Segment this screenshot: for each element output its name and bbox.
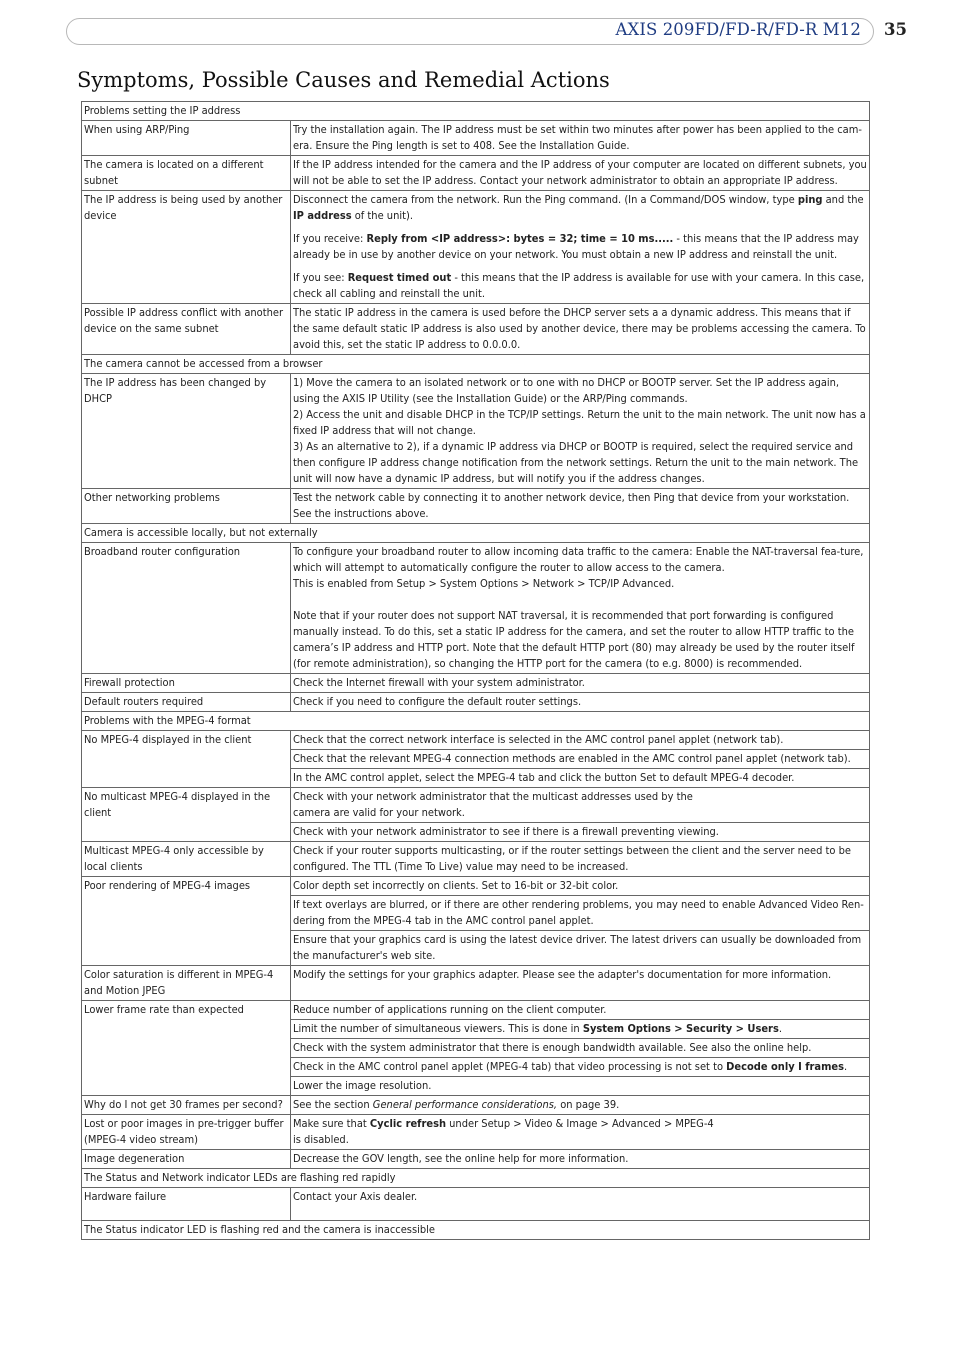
action-text bbox=[293, 932, 867, 964]
text-run: In the AMC control applet, select the MPEG-4 tab and click the button Set to default MPEG-4 decoder. bbox=[293, 771, 795, 784]
remedial-action bbox=[291, 1096, 870, 1115]
action-text bbox=[293, 231, 867, 263]
remedial-action bbox=[291, 489, 870, 524]
text-run: The static IP address in the camera is used before the DHCP server sets a a dynamic address. This means that if the same default static IP address is also used by another device, there may be problems accessing the camera. To avoid this, set the static IP address to 0.0.0.0. bbox=[293, 306, 866, 351]
action-text bbox=[293, 270, 867, 302]
remedial-action bbox=[291, 750, 870, 769]
bold-term: System Options > Security > Users bbox=[582, 1022, 779, 1035]
problem-cause: Multicast MPEG-4 only accessible by local clients bbox=[82, 842, 291, 877]
remedial-action bbox=[291, 693, 870, 712]
text-run: under Setup > Video & Image > Advanced > MPEG-4 is disabled. bbox=[293, 1117, 714, 1146]
remedial-action bbox=[291, 1150, 870, 1169]
remedial-action bbox=[291, 877, 870, 896]
table-row bbox=[82, 1150, 870, 1169]
remedial-action bbox=[291, 823, 870, 842]
action-text bbox=[293, 122, 867, 154]
table-row bbox=[82, 731, 870, 750]
table-row bbox=[82, 374, 870, 489]
text-run: If you receive: bbox=[293, 232, 367, 245]
text-run: Modify the settings for your graphics adapter. Please see the adapter's documentation for more information. bbox=[293, 968, 832, 981]
text-run: Try the installation again. The IP address must be set within two minutes after power has been applied to the cam-era. Ensure the Ping length is set to 408. See the Installation Guide. bbox=[293, 123, 862, 152]
action-text bbox=[293, 897, 867, 929]
remedial-action bbox=[291, 731, 870, 750]
text-run: Check with your network administrator to see if there is a firewall preventing viewing. bbox=[293, 825, 719, 838]
text-run: Contact your Axis dealer. bbox=[293, 1190, 418, 1203]
remedial-action bbox=[291, 1058, 870, 1077]
remedial-action bbox=[291, 931, 870, 966]
table-row bbox=[82, 1188, 870, 1221]
table-row bbox=[82, 121, 870, 156]
action-text bbox=[293, 305, 867, 353]
remedial-action bbox=[291, 1039, 870, 1058]
text-run: If you see: bbox=[293, 271, 348, 284]
section-heading: The Status and Network indicator LEDs are flashing red rapidly bbox=[82, 1169, 870, 1188]
text-run: Check that the correct network interface is selected in the AMC control panel applet (network tab). bbox=[293, 733, 784, 746]
remedial-action bbox=[291, 842, 870, 877]
action-text bbox=[293, 694, 867, 710]
text-run: Limit the number of simultaneous viewers. This is done in bbox=[293, 1022, 583, 1035]
table-row bbox=[82, 693, 870, 712]
remedial-action bbox=[291, 156, 870, 191]
page-number: 35 bbox=[884, 20, 907, 39]
problem-cause: Color saturation is different in MPEG-4 and Motion JPEG bbox=[82, 966, 291, 1001]
text-run: Test the network cable by connecting it to another network device, then Ping that device from your workstation. See the instructions above. bbox=[293, 491, 850, 520]
problem-cause: Poor rendering of MPEG-4 images bbox=[82, 877, 291, 966]
action-text bbox=[293, 878, 867, 894]
section-heading: The camera cannot be accessed from a browser bbox=[82, 355, 870, 374]
action-text bbox=[293, 157, 867, 189]
text-run: Check if you need to configure the default router settings. bbox=[293, 695, 582, 708]
table-row bbox=[82, 191, 870, 304]
table-row bbox=[82, 877, 870, 896]
action-text bbox=[293, 789, 867, 821]
section-heading: The Status indicator LED is flashing red and the camera is inaccessible bbox=[82, 1221, 870, 1240]
text-run: . bbox=[844, 1060, 848, 1073]
action-text bbox=[293, 967, 867, 983]
action-text bbox=[293, 751, 867, 767]
action-text bbox=[293, 1151, 867, 1167]
action-text bbox=[293, 1116, 867, 1148]
text-run: See the section bbox=[293, 1098, 373, 1111]
problem-cause: The IP address is being used by another device bbox=[82, 191, 291, 304]
table-row bbox=[82, 966, 870, 1001]
remedial-action bbox=[291, 896, 870, 931]
remedial-action bbox=[291, 543, 870, 674]
remedial-action bbox=[291, 1077, 870, 1096]
text-run: Check with the system administrator that there is enough bandwidth available. See also the online help. bbox=[293, 1041, 812, 1054]
problem-cause: Firewall protection bbox=[82, 674, 291, 693]
text-run: To configure your broadband router to allow incoming data traffic to the camera: Enable the NAT-traversal fea-ture, which will attempt to automatically configure the router to allow access to the camera. This is enabled from Setup > System Options > Network > TCP/IP Advanced. Note that if your router does not support NAT traversal, it is recommended that port forwarding is configured manually instead. To do this, set a static IP address for the camera, and set the router to allow HTTP traffic to the camera’s IP address and HTTP port. Note that the default HTTP port (80) may already be used by the router itself (for remote administration), so changing the HTTP port for the camera (to e.g. 8000) is recommended. bbox=[293, 545, 864, 670]
text-run: Lower the image resolution. bbox=[293, 1079, 432, 1092]
product-name: AXIS 209FD/FD-R/FD-R M12 bbox=[615, 20, 861, 39]
action-text bbox=[293, 375, 867, 487]
text-run: . bbox=[778, 1022, 782, 1035]
section-heading-row bbox=[82, 1169, 870, 1188]
section-heading-row bbox=[82, 524, 870, 543]
table-row bbox=[82, 1115, 870, 1150]
problem-cause: Hardware failure bbox=[82, 1188, 291, 1221]
problem-cause: Possible IP address conflict with another device on the same subnet bbox=[82, 304, 291, 355]
problem-cause: The IP address has been changed by DHCP bbox=[82, 374, 291, 489]
text-run: of the unit). bbox=[351, 209, 413, 222]
text-run: If the IP address intended for the camera and the IP address of your computer are located on different subnets, you will not be able to set the IP address. Contact your network administrator to obtain an appropriate IP address. bbox=[293, 158, 867, 187]
bold-term: Request timed out bbox=[347, 271, 452, 284]
action-text bbox=[293, 192, 867, 224]
problem-cause: Broadband router configuration bbox=[82, 543, 291, 674]
bold-term: Cyclic refresh bbox=[369, 1117, 447, 1130]
remedial-action bbox=[291, 1188, 870, 1221]
action-text bbox=[293, 544, 867, 672]
text-run: Ensure that your graphics card is using the latest device driver. The latest drivers can usually be downloaded from the manufacturer's web site. bbox=[293, 933, 862, 962]
text-run: Make sure that bbox=[293, 1117, 370, 1130]
remedial-action bbox=[291, 374, 870, 489]
text-run: Disconnect the camera from the network. Run the Ping command. (In a Command/DOS window, type bbox=[293, 193, 798, 206]
text-run: - this means that the IP address may already be in use by another device on your network. You must obtain a new IP address and reinstall the unit. bbox=[293, 232, 859, 261]
page-title: Symptoms, Possible Causes and Remedial Actions bbox=[77, 68, 610, 92]
problem-cause: Lost or poor images in pre-trigger buffer (MPEG-4 video stream) bbox=[82, 1115, 291, 1150]
remedial-action bbox=[291, 769, 870, 788]
section-heading-row bbox=[82, 102, 870, 121]
action-text bbox=[293, 1021, 867, 1037]
problem-cause: Other networking problems bbox=[82, 489, 291, 524]
remedial-action bbox=[291, 1001, 870, 1020]
table-row bbox=[82, 543, 870, 674]
troubleshooting-table bbox=[81, 101, 870, 1240]
text-run: Check the Internet firewall with your system administrator. bbox=[293, 676, 585, 689]
bold-term: ping bbox=[797, 193, 823, 206]
section-heading-row bbox=[82, 355, 870, 374]
problem-cause: Lower frame rate than expected bbox=[82, 1001, 291, 1096]
remedial-action bbox=[291, 304, 870, 355]
text-run: Check in the AMC control panel applet (MPEG-4 tab) that video processing is not set to bbox=[293, 1060, 727, 1073]
remedial-action bbox=[291, 674, 870, 693]
problem-cause: No MPEG-4 displayed in the client bbox=[82, 731, 291, 788]
bold-term: Decode only I frames bbox=[726, 1060, 845, 1073]
action-text bbox=[293, 1002, 867, 1018]
text-run: Check if your router supports multicasting, or if the router settings between the client and the server need to be configured. The TTL (Time To Live) value may need to be increased. bbox=[293, 844, 851, 873]
table-row bbox=[82, 788, 870, 823]
table-row bbox=[82, 489, 870, 524]
remedial-action bbox=[291, 121, 870, 156]
table-row bbox=[82, 1096, 870, 1115]
text-run: Check with your network administrator that the multicast addresses used by the camera are valid for your network. bbox=[293, 790, 693, 819]
action-text bbox=[293, 1040, 867, 1056]
remedial-action bbox=[291, 1020, 870, 1039]
action-text bbox=[293, 1189, 867, 1205]
bold-term: Reply from <IP address>: bytes = 32; time = 10 ms..... bbox=[366, 232, 674, 245]
action-text bbox=[293, 1059, 867, 1075]
problem-cause: No multicast MPEG-4 displayed in the client bbox=[82, 788, 291, 842]
section-heading-row bbox=[82, 1221, 870, 1240]
text-run: and the bbox=[822, 193, 864, 206]
action-text bbox=[293, 675, 867, 691]
text-run: Decrease the GOV length, see the online help for more information. bbox=[293, 1152, 629, 1165]
text-run: on page 39. bbox=[557, 1098, 620, 1111]
remedial-action bbox=[291, 966, 870, 1001]
remedial-action bbox=[291, 1115, 870, 1150]
italic-reference: General performance considerations, bbox=[372, 1098, 558, 1111]
text-run: - this means that the IP address is available for use with your camera. In this case, check all cabling and reinstall the unit. bbox=[293, 271, 865, 300]
problem-cause: When using ARP/Ping bbox=[82, 121, 291, 156]
bold-term: IP address bbox=[293, 209, 352, 222]
action-text bbox=[293, 1078, 867, 1094]
action-text bbox=[293, 770, 867, 786]
text-run: Check that the relevant MPEG-4 connection methods are enabled in the AMC control panel applet (network tab). bbox=[293, 752, 851, 765]
text-run: If text overlays are blurred, or if there are other rendering problems, you may need to enable Advanced Video Ren-dering from the MPEG-4 tab in the AMC control panel applet. bbox=[293, 898, 864, 927]
problem-cause: Default routers required bbox=[82, 693, 291, 712]
section-heading: Problems setting the IP address bbox=[82, 102, 870, 121]
action-text bbox=[293, 843, 867, 875]
text-run: Color depth set incorrectly on clients. Set to 16-bit or 32-bit color. bbox=[293, 879, 619, 892]
action-text bbox=[293, 490, 867, 522]
table-row bbox=[82, 1001, 870, 1020]
problem-cause: Image degeneration bbox=[82, 1150, 291, 1169]
section-heading: Problems with the MPEG-4 format bbox=[82, 712, 870, 731]
section-heading: Camera is accessible locally, but not externally bbox=[82, 524, 870, 543]
section-heading-row bbox=[82, 712, 870, 731]
table-row bbox=[82, 156, 870, 191]
text-run: Reduce number of applications running on the client computer. bbox=[293, 1003, 607, 1016]
action-text bbox=[293, 1097, 867, 1113]
text-run: 1) Move the camera to an isolated network or to one with no DHCP or BOOTP server. Set the IP address again, using the AXIS IP Utility (see the Installation Guide) or the ARP/Ping commands. 2) Access the unit and disable DHCP in the TCP/IP settings. Return the unit to the main network. The unit now has a fixed IP address that will not change. 3) As an alternative to 2), if a dynamic IP address via DHCP or BOOTP is required, select the required service and then configure IP address change notification from the network settings. Return the unit to the main network. The unit will now have a dynamic IP address, but will notify you if the address changes. bbox=[293, 376, 866, 485]
problem-cause: Why do I not get 30 frames per second? bbox=[82, 1096, 291, 1115]
table-row bbox=[82, 304, 870, 355]
remedial-action bbox=[291, 191, 870, 304]
action-text bbox=[293, 732, 867, 748]
remedial-action bbox=[291, 788, 870, 823]
action-text bbox=[293, 824, 867, 840]
problem-cause: The camera is located on a different subnet bbox=[82, 156, 291, 191]
table-row bbox=[82, 842, 870, 877]
table-row bbox=[82, 674, 870, 693]
